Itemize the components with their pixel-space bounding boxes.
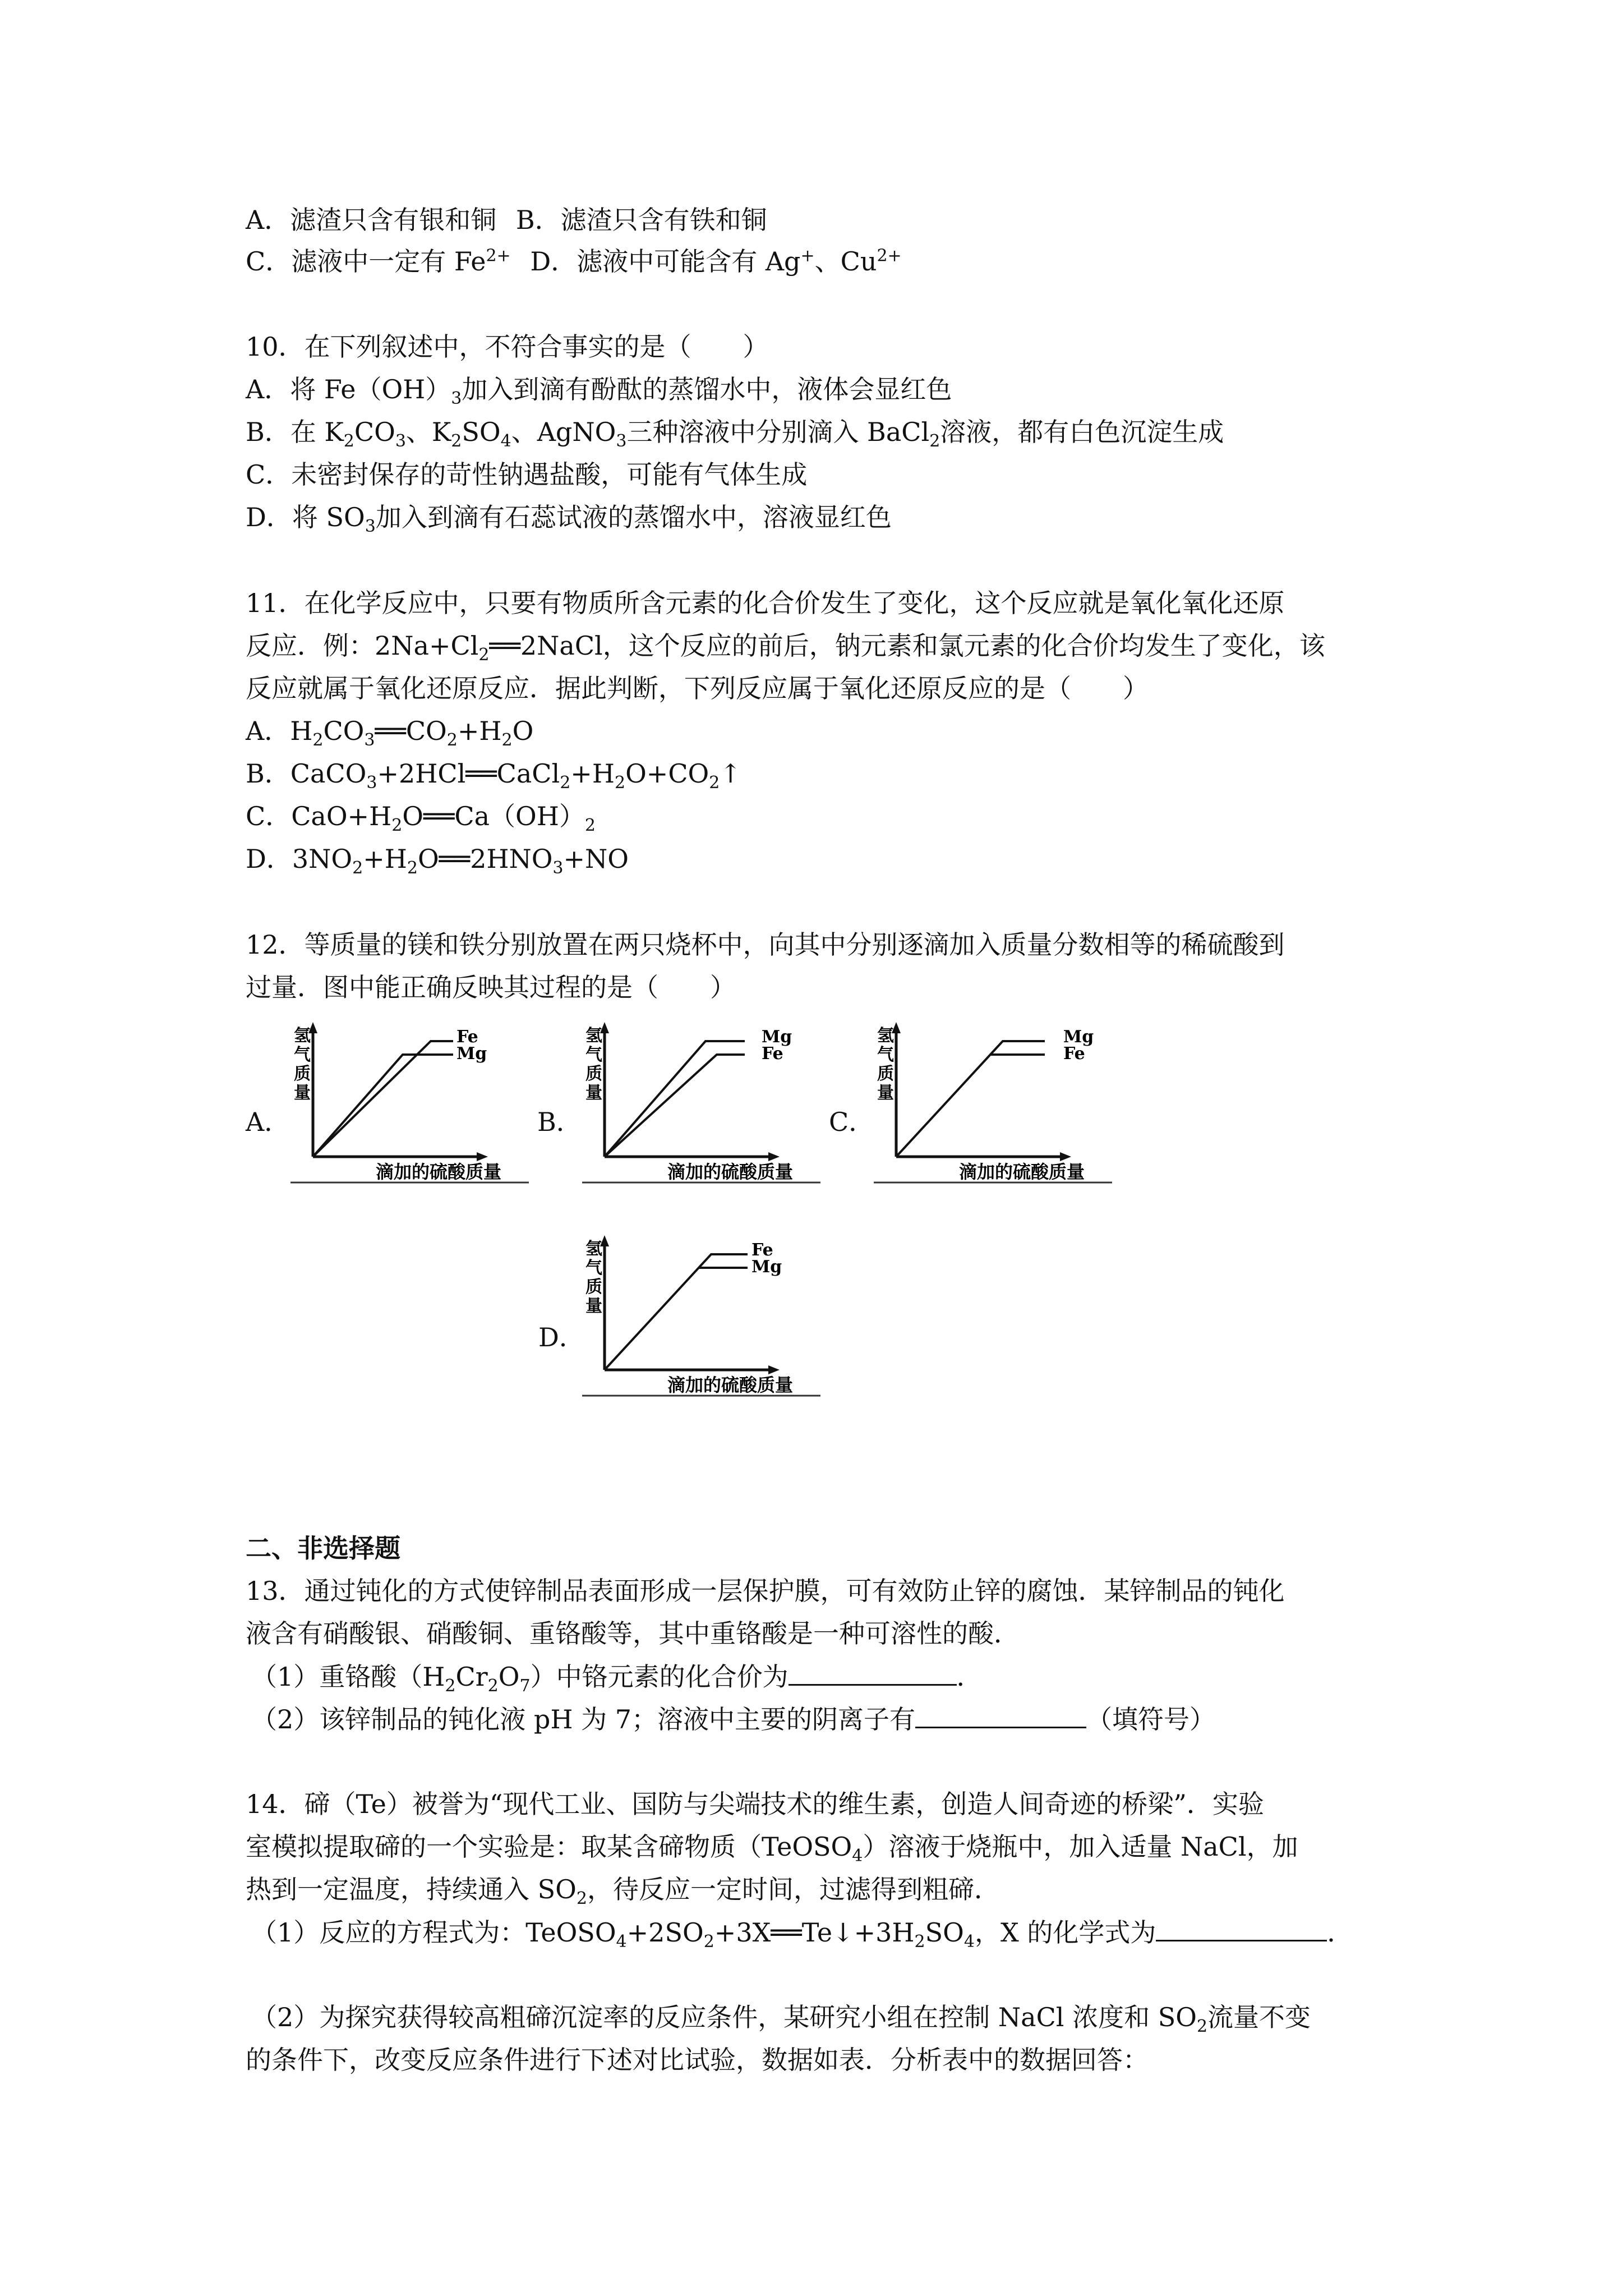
q11-option-b: B．$CaCO_3+2HCl══CaCl_2+H_2O+CO_2↑$ xyxy=(246,758,741,793)
q9-options-row1 xyxy=(246,203,767,237)
q12-option-c-label: C． xyxy=(829,1107,875,1137)
q11-stem-line3: 反应就属于氧化还原反应．据此判断，下列反应属于氧化还原反应的是（ ） xyxy=(246,673,1149,703)
q13-part2: （2）该锌制品的钝化液 pH 为 7；溶液中主要的阴离子有 （填符号） xyxy=(251,1702,1215,1736)
series-label-fe: Fe xyxy=(751,1240,773,1260)
q9-option-c: C．滤液中一定有 $Fe^{2+}$ xyxy=(246,246,511,277)
y-axis-label: 氢气质量 xyxy=(585,1026,602,1103)
q14-part1-answer-blank[interactable] xyxy=(1156,1915,1327,1941)
series-label-fe: Fe xyxy=(762,1044,783,1064)
q9-option-d: D．滤液中可能含有 Ag+、$Cu^{2+}$ xyxy=(530,246,902,277)
mg-curve xyxy=(313,1055,453,1157)
q11-stem-line1: 11．在化学反应中，只要有物质所含元素的化合价发生了变化，这个反应就是氧化氧化还原 xyxy=(246,588,1285,618)
q10-option-c: C．未密封保存的苛性钠遇盐酸，可能有气体生成 xyxy=(246,459,808,490)
series-label-mg: Mg xyxy=(457,1044,487,1064)
q14-part1: （1）反应的方程式为：$TeOSO_4+2SO_2+3X══Te↓+3H_2SO_4$，X 的化学式为 ． xyxy=(251,1915,1353,1949)
series-label-fe: Fe xyxy=(457,1027,478,1047)
q13-part2-answer-blank[interactable] xyxy=(915,1702,1086,1728)
q10-option-a: A．将 $Fe(OH)_3$加入到滴有酚酞的蒸馏水中，液体会显红色 xyxy=(246,374,952,409)
q13-stem-line2: 液含有硝酸银、硝酸铜、重铬酸等，其中重铬酸是一种可溶性的酸． xyxy=(246,1618,1020,1649)
series-label-mg: Mg xyxy=(1063,1027,1094,1047)
fe-curve xyxy=(605,1254,748,1370)
y-axis-label: 氢气质量 xyxy=(585,1239,602,1316)
q11-stem-line2: 反应．例：$2Na+Cl_2══2NaCl$，这个反应的前后，钠元素和氯元素的化合价均发生了变化，该 xyxy=(246,631,1325,665)
series-label-mg: Mg xyxy=(751,1257,782,1277)
q12-chart-c xyxy=(874,1010,1112,1188)
q11-option-a: A．$H_2CO_3══CO_2+H_2O$ xyxy=(246,716,534,751)
q13-stem-line1: 13．通过钝化的方式使锌制品表面形成一层保护膜，可有效防止锌的腐蚀．某锌制品的钝化 xyxy=(246,1576,1285,1606)
series-label-mg: Mg xyxy=(762,1027,792,1047)
q11-option-d: D．$3NO_2+H_2O══2HNO_3+NO$ xyxy=(246,844,629,878)
q9-option-b: B．滤渣只含有铁和铜 xyxy=(515,205,767,235)
q13-part1-answer-blank[interactable] xyxy=(789,1659,957,1686)
q12-stem-line1: 12．等质量的镁和铁分别放置在两只烧杯中，向其中分别逐滴加入质量分数相等的稀硫酸到 xyxy=(246,930,1285,960)
q12-chart-a xyxy=(291,1010,529,1188)
q14-stem-line3: 热到一定温度，持续通入 $SO_2$，待反应一定时间，过滤得到粗碲． xyxy=(246,1874,1000,1909)
q10-option-d: D．将 $SO_3$加入到滴有石蕊试液的蒸馏水中，溶液显红色 xyxy=(246,502,892,537)
x-axis-label: 滴加的硫酸质量 xyxy=(376,1161,502,1182)
q12-chart-d xyxy=(582,1223,820,1401)
y-axis-label: 氢气质量 xyxy=(294,1026,311,1103)
q13-part1: （1）重铬酸$(H_2Cr_2O_7)$中铬元素的化合价为 ． xyxy=(251,1659,983,1694)
q12-option-b-label: B． xyxy=(537,1107,582,1137)
fe-curve xyxy=(605,1055,745,1157)
mg-curve xyxy=(605,1041,745,1157)
q12-option-d-label: D． xyxy=(538,1322,585,1352)
q10-option-b: B．在 $K_2CO_3$、$K_2SO_4$、AgNO$_3$三种溶液中分别滴入 BaCl$_2$溶液，都有白色沉淀生成 xyxy=(246,417,1224,452)
q9-option-a: A．滤渣只含有银和铜 xyxy=(246,205,497,235)
y-axis-label: 氢气质量 xyxy=(877,1026,894,1103)
q9-options-row2 xyxy=(246,245,902,278)
fe-curve xyxy=(313,1041,453,1157)
q14-stem-line2: 室模拟提取碲的一个实验是：取某含碲物质（TeOSO$_4$）溶液于烧瓶中，加入适量 NaCl，加 xyxy=(246,1832,1298,1866)
q10-stem: 10．在下列叙述中，不符合事实的是（ ） xyxy=(246,332,769,362)
q12-stem-line2: 过量．图中能正确反映其过程的是（ ） xyxy=(246,972,736,1002)
q14-part2-line1: （2）为探究获得较高粗碲沉淀率的反应条件，某研究小组在控制 NaCl 浓度和 $SO_2$流量不变 xyxy=(251,2002,1311,2037)
x-axis-label: 滴加的硫酸质量 xyxy=(959,1161,1085,1182)
x-axis-label: 滴加的硫酸质量 xyxy=(667,1374,794,1396)
q11-option-c: C．$CaO+H_2O══Ca(OH)_2$ xyxy=(246,801,596,836)
section-title: 二、非选择题 xyxy=(246,1533,400,1563)
series-label-fe: Fe xyxy=(1063,1044,1085,1064)
q14-part2-line2: 的条件下，改变反应条件进行下述对比试验，数据如表．分析表中的数据回答： xyxy=(246,2045,1149,2075)
q12-chart-b xyxy=(582,1010,820,1188)
q12-option-a-label: A． xyxy=(246,1107,291,1137)
x-axis-arrow xyxy=(477,1152,488,1161)
q14-stem-line1: 14．碲（Te）被誉为“现代工业、国防与尖端技术的维生素，创造人间奇迹的桥梁”．实验 xyxy=(246,1789,1264,1819)
mg-curve xyxy=(896,1041,1045,1157)
x-axis-label: 滴加的硫酸质量 xyxy=(667,1161,794,1182)
